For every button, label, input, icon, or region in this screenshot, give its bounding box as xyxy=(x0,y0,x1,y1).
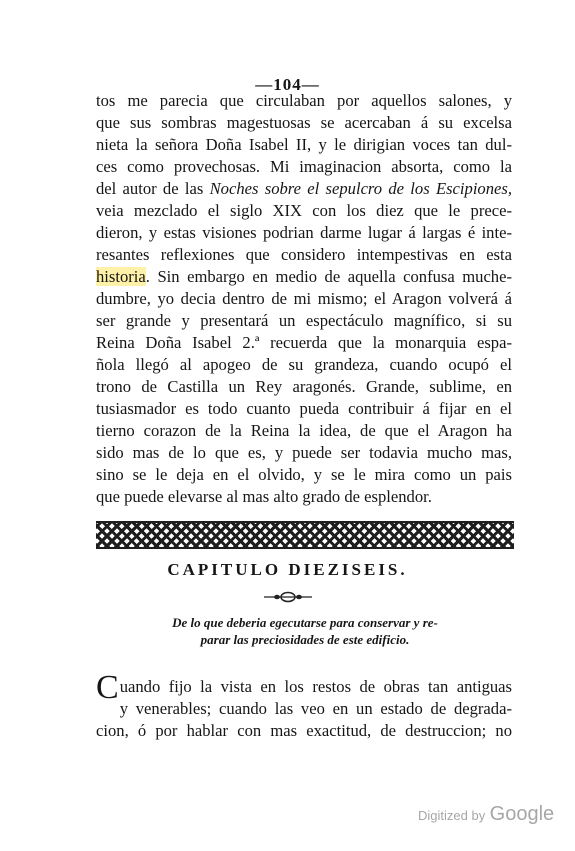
text-line: veia mezclado el siglo XIX con los diez que le prece- xyxy=(96,201,512,220)
text-line: dumbre, yo decia dentro de mi mismo; el Aragon volverá á xyxy=(96,289,512,308)
fleuron-icon xyxy=(262,590,314,604)
chapter-title: CAPITULO DIEZISEIS. xyxy=(167,560,408,579)
text-line: que puede elevarse al mas alto grado de esplendor. xyxy=(96,487,432,506)
text-line: resantes reflexiones que considero intempestivas en esta xyxy=(96,245,512,264)
text-line-part: del autor de las xyxy=(96,179,210,198)
text-line: y venerables; cuando las veo en un estado de degrada- xyxy=(119,699,512,718)
text-line: que sus sombras magestuosas se acercaban á su excelsa xyxy=(96,113,512,132)
text-line: tierno corazon de la Reina la idea, de que el Aragon ha xyxy=(96,421,512,440)
text-line: ces como provechosas. Mi imaginacion absorta, como la xyxy=(96,157,512,176)
text-line: sido mas de lo que es, y puede ser todavia mucho mas, xyxy=(96,443,512,462)
text-line: cion, ó por hablar con mas exactitud, de destruccion; no xyxy=(96,721,512,740)
subtitle-line: parar las preciosidades de este edificio. xyxy=(200,632,410,647)
text-line xyxy=(96,669,512,706)
text-line: trono de Castilla un Rey aragonés. Grande, sublime, en xyxy=(96,377,512,396)
text-line: dieron, y estas visiones podrian darme lugar á largas é inte- xyxy=(96,223,512,242)
text-line xyxy=(96,178,512,200)
text-line: ser grande y presentará un espectáculo magnífico, si su xyxy=(96,311,512,330)
subtitle-line: De lo que deberia egecutarse para conservar y re- xyxy=(172,615,438,630)
google-logo-text: Google xyxy=(489,803,555,825)
digitized-by-text: Digitized by xyxy=(418,808,486,823)
paragraph-2 xyxy=(96,669,512,742)
text-line: ñola llegó al apogeo de su grandeza, cuando ocupó el xyxy=(96,355,512,374)
ornamental-border xyxy=(96,521,514,549)
paragraph-1 xyxy=(96,90,512,508)
text-line xyxy=(96,266,512,288)
highlighted-word: historia xyxy=(96,267,146,286)
drop-cap: C xyxy=(96,669,119,706)
book-title-italic: Noches sobre el sepulcro de los Escipiones, xyxy=(209,179,512,198)
text-line: tusiasmador es todo cuanto pueda contribuir á fijar en el xyxy=(96,399,512,418)
text-line: sino se le deja en el olvido, y se le mira como un pais xyxy=(96,465,512,484)
text-line: nieta la señora Doña Isabel II, y le dirigian voces tan dul- xyxy=(96,135,512,154)
chapter-subtitle xyxy=(96,614,514,648)
text-line-part: uando fijo la vista en los restos de obras tan antiguas xyxy=(119,677,512,696)
text-line: Reina Doña Isabel 2.ª recuerda que la monarquia espa- xyxy=(96,333,512,352)
digitized-watermark xyxy=(418,803,554,826)
text-line-part: . Sin embargo en medio de aquella confusa muche- xyxy=(145,267,512,286)
text-line: tos me parecia que circulaban por aquellos salones, y xyxy=(96,91,512,110)
page-number: —104— xyxy=(255,75,320,94)
